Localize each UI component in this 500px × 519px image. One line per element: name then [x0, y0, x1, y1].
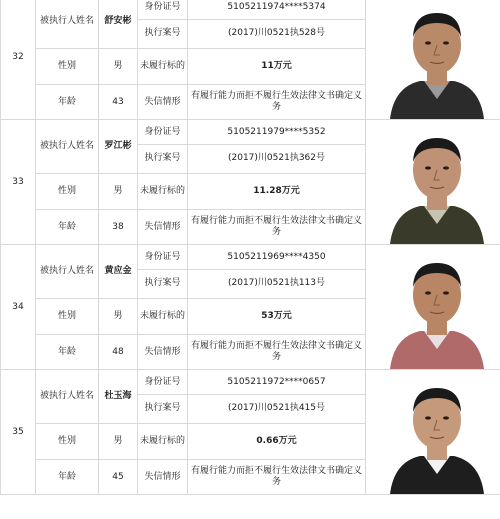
- debtor-photo: [366, 245, 500, 370]
- gender-value: 男: [99, 298, 138, 335]
- gender-label: 性别: [36, 423, 99, 460]
- unpaid-amount-label: 未履行标的: [138, 48, 188, 85]
- case-number-value: (2017)川0521执528号: [188, 20, 366, 48]
- age-label: 年龄: [36, 210, 99, 245]
- dishonest-value: 有履行能力而拒不履行生效法律文书确定义务: [188, 335, 366, 370]
- unpaid-amount-value: 53万元: [188, 298, 366, 335]
- gender-label: 性别: [36, 48, 99, 85]
- case-number-label: 执行案号: [138, 270, 188, 298]
- record-index: 33: [1, 120, 36, 245]
- gender-value: 男: [99, 48, 138, 85]
- table-row: [1, 370, 500, 395]
- table-row: [1, 245, 500, 270]
- name-label: 被执行人姓名: [36, 120, 99, 174]
- age-label: 年龄: [36, 85, 99, 120]
- debtor-name: 舒安彬: [99, 0, 138, 48]
- name-label: 被执行人姓名: [36, 370, 99, 424]
- dishonest-value: 有履行能力而拒不履行生效法律文书确定义务: [188, 210, 366, 245]
- id-card-label: 身份证号: [138, 245, 188, 270]
- record-index: 35: [1, 370, 36, 495]
- person-photo-icon: [368, 120, 500, 244]
- dishonest-label: 失信情形: [138, 460, 188, 495]
- case-number-value: (2017)川0521执362号: [188, 145, 366, 173]
- age-label: 年龄: [36, 460, 99, 495]
- unpaid-amount-label: 未履行标的: [138, 423, 188, 460]
- debtor-photo: [366, 120, 500, 245]
- unpaid-amount-label: 未履行标的: [138, 298, 188, 335]
- dishonest-label: 失信情形: [138, 210, 188, 245]
- gender-label: 性别: [36, 298, 99, 335]
- unpaid-amount-value: 0.66万元: [188, 423, 366, 460]
- age-label: 年龄: [36, 335, 99, 370]
- debtor-name: 黄应金: [99, 245, 138, 299]
- debtor-name: 杜玉海: [99, 370, 138, 424]
- id-card-value: 5105211972****0657: [188, 370, 366, 395]
- age-value: 45: [99, 460, 138, 495]
- person-photo-icon: [368, 0, 500, 119]
- case-number-label: 执行案号: [138, 20, 188, 48]
- debtor-name: 罗江彬: [99, 120, 138, 174]
- table-row: [1, 120, 500, 145]
- name-label: 被执行人姓名: [36, 245, 99, 299]
- id-card-value: 5105211979****5352: [188, 120, 366, 145]
- person-photo-icon: [368, 245, 500, 369]
- id-card-value: 5105211974****5374: [188, 0, 366, 20]
- debtor-photo: [366, 370, 500, 495]
- id-card-value: 5105211969****4350: [188, 245, 366, 270]
- table-row: [1, 0, 500, 20]
- case-number-label: 执行案号: [138, 395, 188, 423]
- unpaid-amount-label: 未履行标的: [138, 173, 188, 210]
- person-photo-icon: [368, 370, 500, 494]
- unpaid-amount-value: 11万元: [188, 48, 366, 85]
- age-value: 43: [99, 85, 138, 120]
- name-label: 被执行人姓名: [36, 0, 99, 48]
- dishonest-label: 失信情形: [138, 335, 188, 370]
- gender-value: 男: [99, 423, 138, 460]
- age-value: 38: [99, 210, 138, 245]
- record-index: 34: [1, 245, 36, 370]
- record-index: 32: [1, 0, 36, 120]
- case-number-value: (2017)川0521执415号: [188, 395, 366, 423]
- dishonest-value: 有履行能力而拒不履行生效法律文书确定义务: [188, 460, 366, 495]
- gender-label: 性别: [36, 173, 99, 210]
- age-value: 48: [99, 335, 138, 370]
- gender-value: 男: [99, 173, 138, 210]
- id-card-label: 身份证号: [138, 370, 188, 395]
- dishonest-value: 有履行能力而拒不履行生效法律文书确定义务: [188, 85, 366, 120]
- case-number-label: 执行案号: [138, 145, 188, 173]
- debtor-photo: [366, 0, 500, 120]
- id-card-label: 身份证号: [138, 120, 188, 145]
- dishonest-label: 失信情形: [138, 85, 188, 120]
- id-card-label: 身份证号: [138, 0, 188, 20]
- case-number-value: (2017)川0521执113号: [188, 270, 366, 298]
- unpaid-amount-value: 11.28万元: [188, 173, 366, 210]
